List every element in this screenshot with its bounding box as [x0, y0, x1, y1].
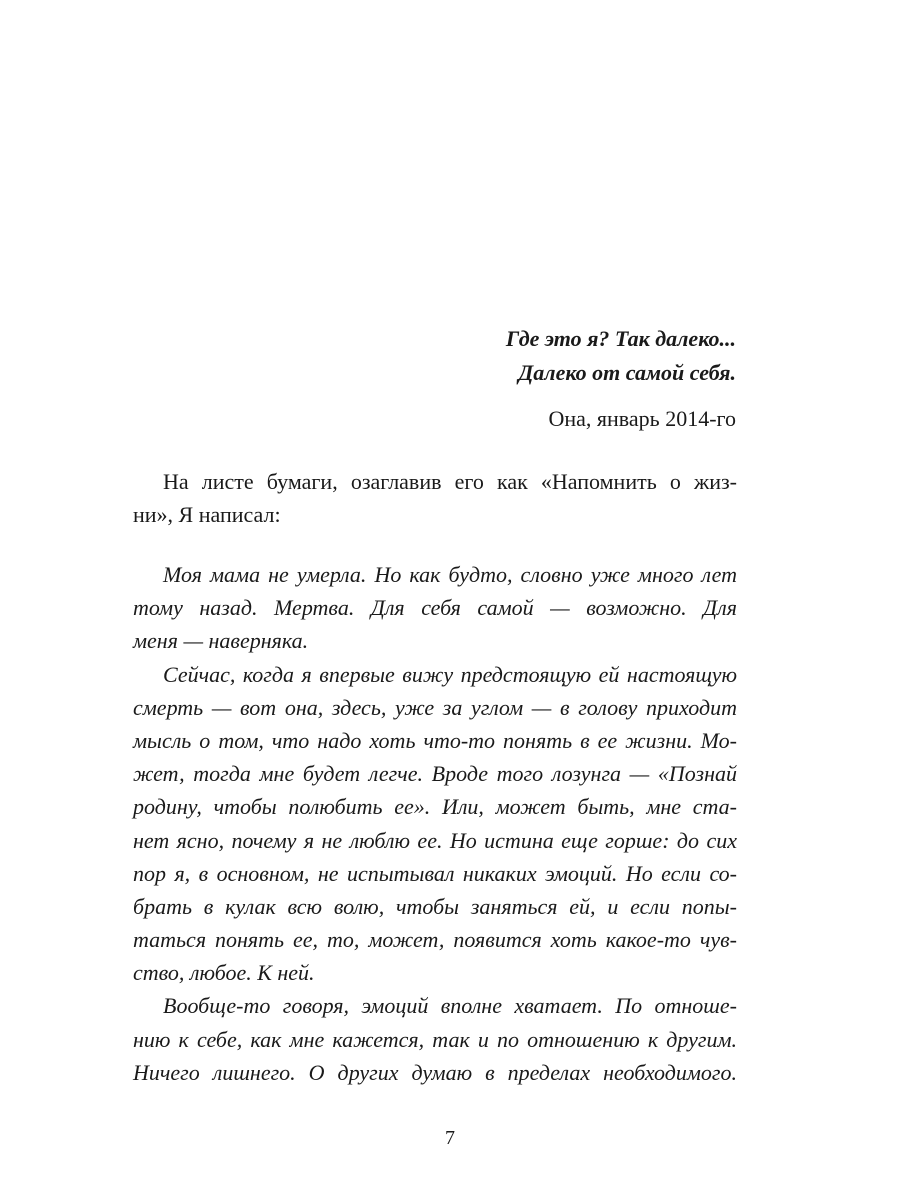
epigraph-line: Далеко от самой себя. [518, 360, 736, 385]
text-line: брать в кулак всю волю, чтобы заняться ей, и если попы- [133, 893, 737, 919]
paragraph [133, 989, 737, 1089]
text-line: Сейчас, когда я впервые вижу предстоящую ей настоящую [163, 661, 737, 687]
body-text [133, 558, 737, 1089]
text-line: ство, любое. К ней. [133, 960, 315, 986]
page-number: 7 [445, 1127, 455, 1149]
intro-paragraph [133, 465, 737, 531]
text-line: Моя мама не умерла. Но как будто, словно уже много лет [163, 562, 737, 587]
text-line: нию к себе, как мне кажется, так и по отношению к другим. [133, 1026, 737, 1052]
paragraph [133, 658, 737, 990]
text-line: таться понять ее, то, может, появится хоть какое-то чув- [133, 927, 737, 953]
text-line: пор я, в основном, не испытывал никаких эмоций. Но если со- [133, 860, 737, 886]
text-line: жет, тогда мне будет легче. Вроде того лозунга — «Познай [133, 761, 737, 787]
text-line: Ничего лишнего. О других думаю в пределах необходимого. [133, 1059, 737, 1085]
text-line: меня — наверняка. [133, 628, 309, 654]
text-line: родину, чтобы полюбить ее». Или, может быть, мне ста- [133, 794, 737, 820]
paragraph [133, 558, 737, 658]
text-line: тому назад. Мертва. Для себя самой — возможно. Для [133, 595, 737, 621]
text-line: На листе бумаги, озаглавив его как «Напомнить о жиз- [163, 469, 737, 494]
epigraph-source: Она, январь 2014-го [548, 406, 736, 431]
text-line: нет ясно, почему я не люблю ее. Но истина еще горше: до сих [133, 827, 737, 853]
text-line: Вообще-то говоря, эмоций вполне хватает. По отноше- [163, 993, 737, 1019]
text-line: мысль о том, что надо хоть что-то понять в ее жизни. Мо- [133, 727, 737, 753]
text-line: ни», Я написал: [133, 502, 281, 528]
epigraph [400, 322, 736, 436]
epigraph-line: Где это я? Так далеко... [505, 326, 736, 351]
text-line: смерть — вот она, здесь, уже за углом — в голову приходит [133, 694, 737, 720]
